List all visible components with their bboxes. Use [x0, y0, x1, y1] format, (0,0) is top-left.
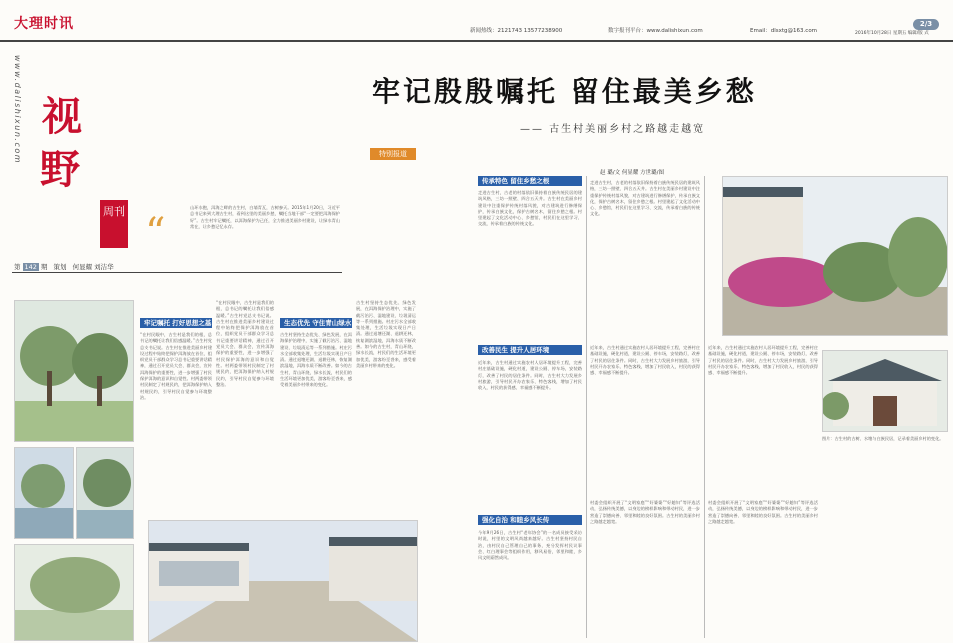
section-2-bar	[280, 318, 352, 328]
section-4-text: 近年来，古生村通过实施农村人居环境提升工程，完善村庄基础设施，硬化村道，建设公厕、停车场，安装路灯，改善了村民的居住条件。同时，古生村大力发展乡村旅游，引导村民开办农家乐、特色客栈，增加了村民收入，村民的获得感、幸福感不断提升。	[478, 360, 582, 391]
photo-willow	[14, 544, 134, 641]
photo-trees	[14, 300, 134, 442]
section-5-label: 强化自治 和睦乡风长传	[482, 516, 550, 524]
photo-waterside-left-image	[15, 448, 73, 538]
photo-waterside-right-image	[77, 448, 133, 538]
photo-village-street-image	[149, 521, 417, 641]
issue-number: 142	[24, 263, 37, 271]
section-2-label: 生态优先 守住青山绿水	[284, 319, 352, 327]
section-3-text-cont: 走进古生村，古老的村落依旧保持着白族传统民居的建筑风格，三坊一照壁、四合五天井。古生村在美丽乡村建设中注重保护传统村落风貌，对古建筑进行修缮保护，传承白族文化，保护古树名木，留住乡愁之根。村里建起了文化活动中心、乡愁馆，村民们在这里学习、交流，传承着白族的传统文化。	[590, 180, 700, 217]
sub-headline: —— 古生村美丽乡村之路越走越宽	[520, 124, 706, 135]
page-header	[0, 0, 953, 42]
section-5-text-cont: 村委会组织开展了“文明家庭”“好婆婆”“好媳妇”等评选活动，弘扬传统美德，以身边的榜样影响和带动村民，进一步营造了崇德向善、邻里和睦的良好氛围。古生村的美丽乡村之路越走越宽。	[590, 500, 700, 524]
logo-char-1: 视	[42, 93, 82, 140]
section-3-bar	[478, 176, 582, 186]
weekly-badge: 周刊	[100, 200, 128, 248]
editors: 何显耀 刘洁华	[72, 263, 114, 271]
masthead: 大理时讯	[14, 16, 74, 32]
section-5-text-cont2: 村委会组织开展了“文明家庭”“好婆婆”“好媳妇”等评选活动，弘扬传统美德，以身边的榜样影响和带动村民，进一步营造了崇德向善、邻里和睦的良好氛围。古生村的美丽乡村之路越走越宽。	[708, 500, 818, 524]
contact-line: 新闻热线：2121743 13577238900	[470, 28, 563, 34]
section-4-text-cont2: 近年来，古生村通过实施农村人居环境提升工程，完善村庄基础设施，硬化村道，建设公厕、停车场，安装路灯，改善了村民的居住条件。同时，古生村大力发展乡村旅游，引导村民开办农家乐、特色客栈，增加了村民收入，村民的获得感、幸福感不断提升。	[708, 345, 818, 376]
photo-waterside-right	[76, 447, 134, 539]
section-label: 策划	[53, 263, 67, 271]
quote-mark: “	[145, 210, 166, 256]
photo-caption: 图片：古生村的古树、水塘与白族民居，记录着美丽乡村的变化。	[822, 436, 944, 441]
special-report-tag: 特别报道	[370, 148, 416, 160]
photo-flower-courtyard-image	[723, 177, 947, 335]
section-3-text: 走进古生村，古老的村落依旧保持着白族传统民居的建筑风格，三坊一照壁、四合五天井。古生村在美丽乡村建设中注重保护传统村落风貌，对古建筑进行修缮保护，传承白族文化，保护古树名木，留住乡愁之根。村里建起了文化活动中心、乡愁馆，村民们在这里学习、交流，传承着白族的传统文化。	[478, 190, 582, 227]
section-1-label: 牢记嘱托 打好思想之基	[144, 319, 212, 327]
website-line: 数字报刊平台：www.dalishixun.com	[608, 28, 703, 34]
photo-flower-courtyard	[722, 176, 948, 336]
email-line: Email：dlsxtg@163.com	[750, 28, 818, 34]
section-2-text-cont: 古生村坚持生态优先、绿色发展，在洱海保护治理中，实施了截污治污、湿地建设、垃圾清运等一系列措施。村庄污水全部收集处理，生活垃圾实现日产日清。通过退塘还湖、退耕还林，恢复湖滨湿地，洱海水质不断改善。如今的古生村，青山环绕，绿水长流，村民们的生活环境更加优美，游客纷至沓来，感受着美丽乡村带来的变化。	[356, 300, 416, 368]
logo-char-2: 野	[40, 146, 80, 193]
page-number-badge: 2/3	[913, 19, 939, 30]
column-rule	[704, 176, 705, 638]
section-2-text: 古生村坚持生态优先、绿色发展，在洱海保护治理中，实施了截污治污、湿地建设、垃圾清运等一系列措施。村庄污水全部收集处理，生活垃圾实现日产日清。通过退塘还湖、退耕还林，恢复湖滨湿地，洱海水质不断改善。如今的古生村，青山环绕，绿水长流，村民们的生活环境更加优美，游客纷至沓来，感受着美丽乡村带来的变化。	[280, 332, 352, 388]
section-4-label: 改善民生 提升人居环境	[482, 346, 550, 354]
section-4-bar	[478, 345, 582, 355]
issue-suffix: 期	[40, 263, 48, 271]
photo-trees-image	[15, 301, 133, 441]
brand-divider	[12, 272, 342, 273]
photo-waterside-left	[14, 447, 74, 539]
vertical-url: www.dalishixun.com	[13, 55, 22, 165]
section-1-bar	[140, 318, 212, 328]
issue-prefix: 第	[14, 263, 21, 271]
section-4-text-cont: 近年来，古生村通过实施农村人居环境提升工程，完善村庄基础设施，硬化村道，建设公厕、停车场，安装路灯，改善了村民的居住条件。同时，古生村大力发展乡村旅游，引导村民开办农家乐、特色客栈，增加了村民收入，村民的获得感、幸福感不断提升。	[590, 345, 700, 376]
section-5-bar	[478, 515, 582, 525]
date-line: 2016年10月28日 星期五 编辑/版 式	[855, 31, 929, 36]
section-3-label: 传承特色 留住乡愁之根	[482, 177, 550, 185]
section-5-text: 今年9月26日，古生村“老年协会”的一名成员接受采访时说，村里的文明风尚越来越好。古生村坚持村民自治，由村民自己管理自己的事务，充分发挥村民议事会、红白理事会等组织作用，移风易俗，邻里和睦，乡风文明蔚然成风。	[478, 530, 582, 561]
photo-willow-image	[15, 545, 133, 640]
photo-gate-image	[823, 351, 947, 431]
byline: 赵 璐/文 何显耀 方世璐/图	[600, 170, 664, 176]
issue-line	[12, 262, 116, 271]
intro-text: 山环水抱，洱海之畔的古生村，白墙青瓦，古树参天。2015年1月20日，习近平总书记来到大理古生村，看到这里的美丽乡愁，嘱托当地干部“一定要把洱海保护好”。古生村牢记嘱托，以洱海保护为己任，全力推进美丽乡村建设，让绿水青山常在，让乡愁记忆永存。	[190, 205, 340, 229]
photo-gate	[822, 350, 948, 432]
photo-village-street	[148, 520, 418, 642]
column-rule	[586, 176, 587, 638]
main-headline: 牢记殷殷嘱托 留住最美乡愁	[372, 75, 757, 108]
section-1-text: “在村民眼中，古生村是我们的根，总书记的嘱托让我们倍感温暖。”古生村党总支书记说。古生村在推进美丽乡村建设过程中始终把保护洱海放在首位，组织党员干部群众学习总书记重要讲话精神，通过召开党员大会、群众会，宣传洱海保护的重要性，进一步增强了村民保护洱海的意识和自觉性。村两委带领村民制定了村规民约，把洱海保护纳入村规民约，引导村民自觉参与环境整治。	[140, 332, 212, 400]
section-1-text-cont: “在村民眼中，古生村是我们的根，总书记的嘱托让我们倍感温暖。”古生村党总支书记说。古生村在推进美丽乡村建设过程中始终把保护洱海放在首位，组织党员干部群众学习总书记重要讲话精神，通过召开党员大会、群众会，宣传洱海保护的重要性，进一步增强了村民保护洱海的意识和自觉性。村两委带领村民制定了村规民约，把洱海保护纳入村规民约，引导村民自觉参与环境整治。	[216, 300, 274, 387]
